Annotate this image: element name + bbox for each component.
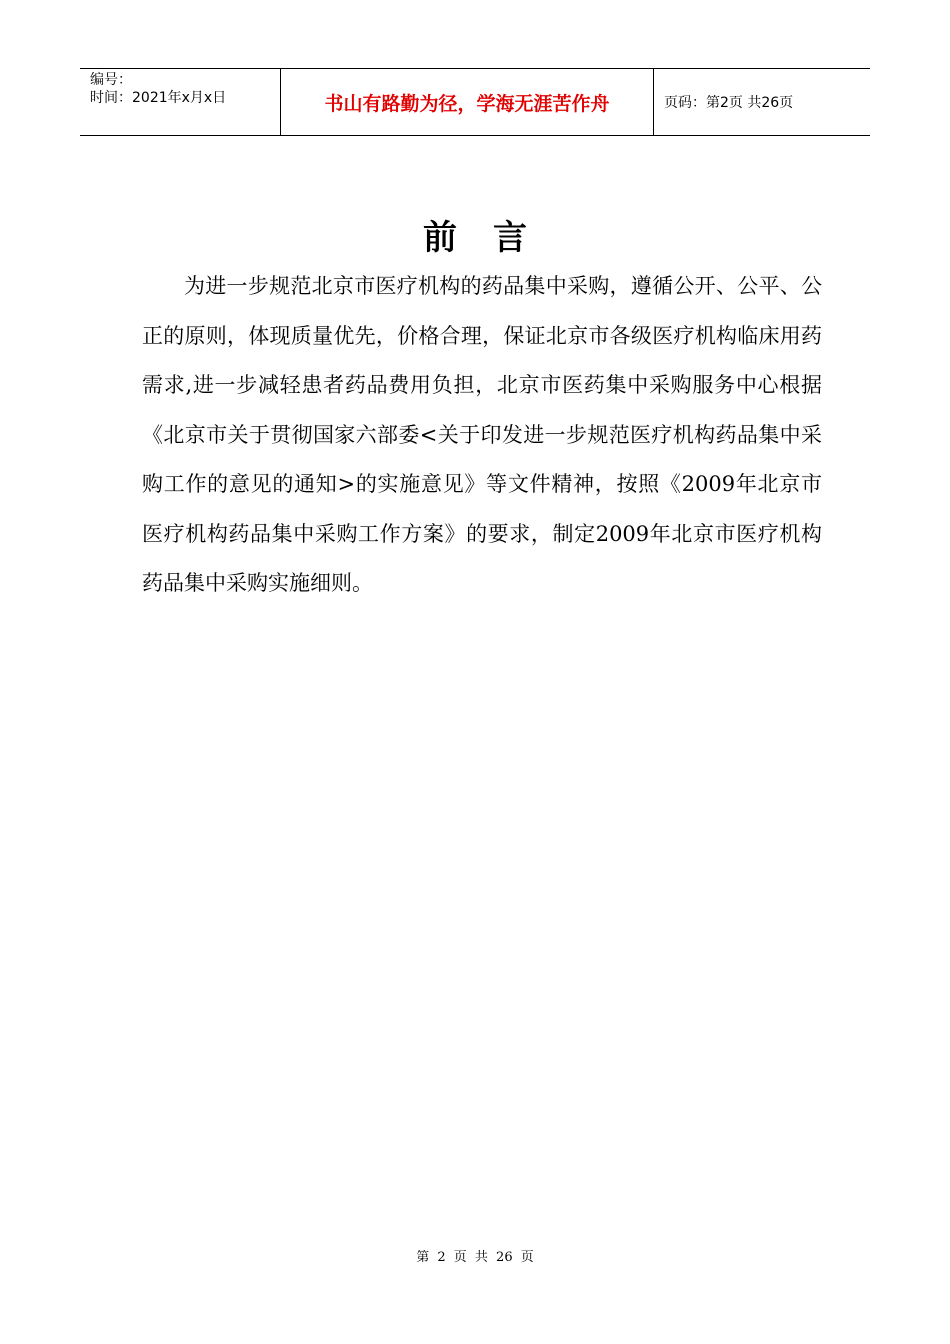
document-header	[80, 68, 870, 136]
header-motto-cell	[281, 69, 654, 135]
header-meta-cell	[80, 69, 281, 135]
page-title: 前言	[423, 218, 563, 258]
time-label: 时间：2021年x月x日	[90, 90, 227, 106]
page-footer: 第 2 页 共 26 页	[416, 1250, 534, 1265]
page-code: 页码：第2页 共26页	[664, 95, 794, 111]
number-label: 编号：	[90, 72, 132, 88]
preface-paragraph: 为进一步规范北京市医疗机构的药品集中采购，遵循公开、公平、公正的原则，体现质量优先，价格合理，保证北京市各级医疗机构临床用药需求,进一步减轻患者药品费用负担，北京市医药集中采购服务中心根据《北京市关于贯彻国家六部委<关于印发进一步规范医疗机构药品集中采购工作的意见的通知>的实施意见》等文件精神，按照《2009年北京市医疗机构药品集中采购工作方案》的要求，制定2009年北京市医疗机构药品集中采购实施细则。	[142, 274, 822, 595]
motto-text: 书山有路勤为径，学海无涯苦作舟	[324, 92, 610, 115]
header-page-cell	[654, 69, 870, 135]
